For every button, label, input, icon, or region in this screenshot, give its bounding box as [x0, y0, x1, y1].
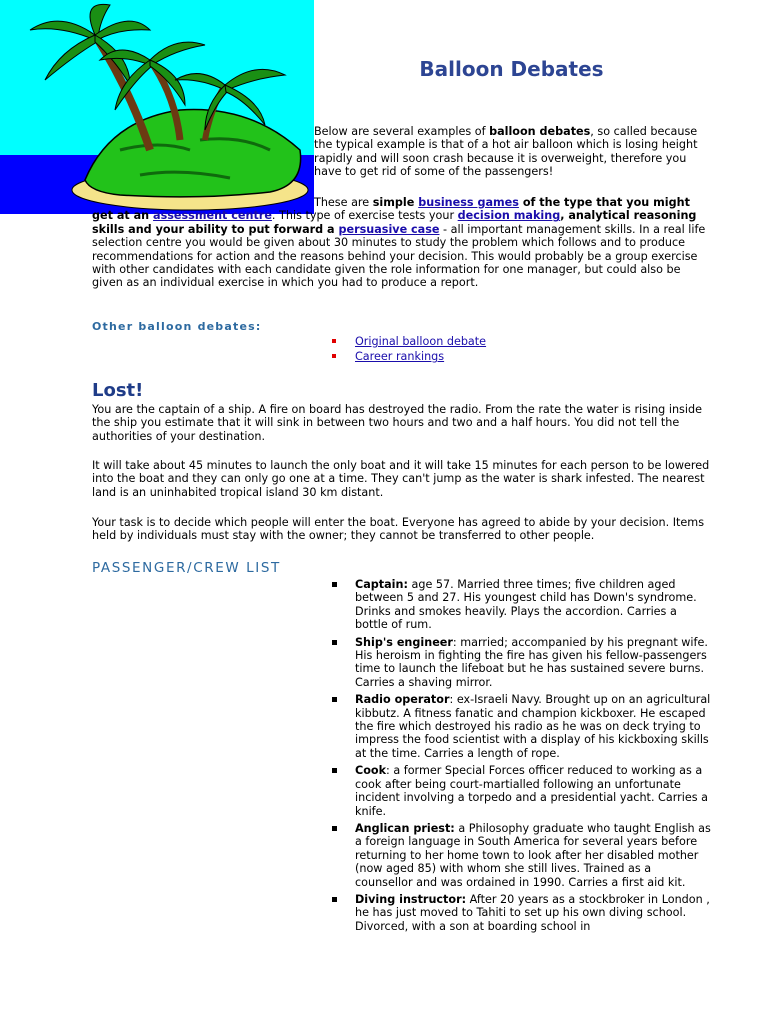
- other-debates-heading: Other balloon debates:: [92, 320, 262, 333]
- list-item: [332, 334, 486, 349]
- tropical-island-image: [0, 0, 314, 214]
- bullet-icon: [332, 697, 337, 702]
- bullet-icon: [332, 640, 337, 645]
- business-games-link[interactable]: business games: [418, 196, 519, 209]
- original-balloon-debate-link[interactable]: Original balloon debate: [355, 335, 487, 348]
- red-bullet-icon: [332, 339, 336, 343]
- list-item: Cook: a former Special Forces officer reduced to working as a cook after being court-martialled following an unfortunate incident involving a torpedo and a presidential yacht. Carries a knife.: [332, 764, 712, 818]
- list-item: Captain: age 57. Married three times; five children aged between 5 and 27. His youngest child has Down's syndrome. Drinks and smokes heavily. Plays the accordion. Carries a bottle of rum.: [332, 578, 712, 632]
- persuasive-case-link[interactable]: persuasive case: [338, 222, 440, 236]
- list-item: Diving instructor: After 20 years as a stockbroker in London , he has just moved to Tahiti to set up his own diving school. Divorced, with a son at boarding school in: [332, 893, 712, 933]
- career-rankings-link[interactable]: Career rankings: [355, 350, 445, 363]
- passenger-list: [332, 578, 712, 937]
- list-item: Radio operator: ex-Israeli Navy. Brought up on an agricultural kibbutz. A fitness fanatic and champion kickboxer. He escaped the fire which destroyed his radio as he was on deck trying to impress the food scientist with a display of his kickboxing skills at the time. Carries a length of rope.: [332, 693, 712, 760]
- passenger-list-heading: PASSENGER/CREW LIST: [92, 560, 281, 576]
- assessment-centre-link[interactable]: assessment centre: [153, 209, 272, 223]
- lost-heading: Lost!: [92, 380, 144, 401]
- list-item: Anglican priest: a Philosophy graduate who taught English as a foreign language in South America for several years before returning to her home town to look after her disabled mother (now aged 85) with whom she still lives. Trained as a counsellor and was ordained in 1990. Carries a first aid kit.: [332, 822, 712, 889]
- lost-paragraph-3: Your task is to decide which people will enter the boat. Everyone has agreed to abide by your decision. Items held by individuals must stay with the owner; they cannot be transferred to other people.: [92, 516, 705, 543]
- red-bullet-icon: [332, 354, 336, 358]
- page-title: Balloon Debates: [419, 57, 604, 81]
- list-item: [332, 349, 486, 364]
- list-item: Ship's engineer: married; accompanied by his pregnant wife. His heroism in fighting the fire has given his fellow-passengers time to launch the lifeboat but he has sustained severe burns. Carries a shaving mirror.: [332, 636, 712, 690]
- lost-paragraph-2: It will take about 45 minutes to launch the only boat and it will take 15 minutes for each person to be lowered into the boat and they can only go one at a time. They can't jump as the water is shark infested. The nearest land is an uninhabited tropical island 30 km distant.: [92, 459, 710, 499]
- bullet-icon: [332, 768, 337, 773]
- bullet-icon: [332, 826, 337, 831]
- intro-paragraph-2: These are simple business games of the type that you might get at an assessment centre. This type of exercise tests your decision making, analytical reasoning skills and your ability to put forward a persuasive case - all important management skills. In a real life selection centre you would be given about 30 minutes to study the problem which follows and to produce recommendations for action and the reasons behind your decision. This would probably be a group exercise with other candidates with each candidate given the role information for one manager, but could also be given as an individual exercise in which you had to produce a report.: [92, 196, 706, 290]
- lost-paragraph-1: You are the captain of a ship. A fire on board has destroyed the radio. From the rate the water is rising inside the ship you estimate that it will sink in between two hours and two and a half hours. You did not tell the authorities of your destination.: [92, 403, 702, 443]
- decision-making-link[interactable]: decision making: [457, 209, 561, 223]
- other-debates-list: [332, 334, 486, 364]
- bullet-icon: [332, 897, 337, 902]
- bullet-icon: [332, 582, 337, 587]
- intro-paragraph-1: Below are several examples of balloon debates, so called because the typical example is that of a hot air balloon which is losing height rapidly and will soon crash because it is overweight, therefore you have to get rid of some of the passengers!: [314, 125, 698, 179]
